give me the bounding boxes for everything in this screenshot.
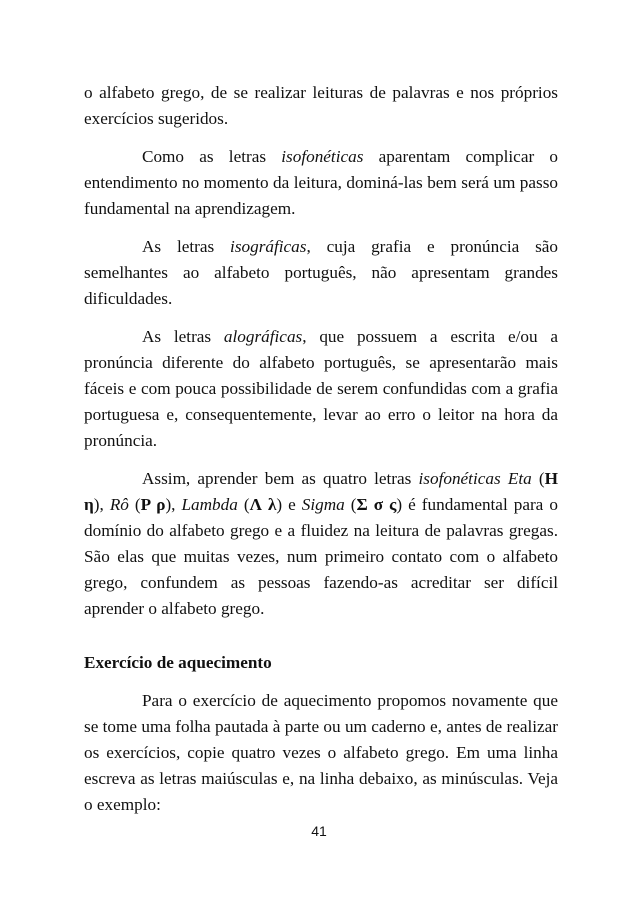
text-run: ) e bbox=[276, 495, 302, 514]
text-run: , cuja grafia e pronúncia são semelhantes ao alfabeto português, não apresentam grandes dificuldades. bbox=[84, 237, 558, 308]
text-run: ( bbox=[344, 495, 357, 514]
page-number: 41 bbox=[311, 823, 327, 839]
text-run: ), bbox=[165, 495, 182, 514]
text-run: ( bbox=[128, 495, 141, 514]
paragraph-exercicio bbox=[84, 688, 558, 818]
text-run: , que possuem a escrita e/ou a pronúncia diferente do alfabeto português, se apresentarão mais fáceis e com pouca possibilidade de serem confundidas com a grafia portuguesa e, consequentemente, levar ao erro o leitor na hora da pronúncia. bbox=[84, 327, 558, 450]
text-run: ) é fundamental para o domínio do alfabeto grego e a fluidez na leitura de palavras gregas. São elas que muitas vezes, num primeiro contato com o alfabeto grego, confundem as pessoas fazendo-as acreditar ser difícil aprender o alfabeto grego. bbox=[84, 495, 558, 618]
paragraph-text: o alfabeto grego, de se realizar leituras de palavras e nos próprios exercícios sugeridos. bbox=[84, 83, 558, 128]
text-run: ( bbox=[531, 469, 545, 488]
greek-letters-eta: Η η bbox=[84, 469, 558, 514]
greek-letters-rho: Ρ ρ bbox=[140, 495, 166, 514]
italic-term: Lambda bbox=[181, 495, 238, 514]
italic-term: isográficas bbox=[230, 237, 307, 256]
paragraph-continuation bbox=[84, 80, 558, 132]
greek-letters-lambda: Λ λ bbox=[249, 495, 277, 514]
paragraph-isograficas bbox=[84, 234, 558, 312]
italic-term: alográficas bbox=[223, 327, 303, 346]
greek-letters-sigma: Σ σ ς bbox=[356, 495, 397, 514]
paragraph-isofoneticas bbox=[84, 144, 558, 222]
paragraph-text: Para o exercício de aquecimento propomos novamente que se tome uma folha pautada à parte ou um caderno e, antes de realizar os exercícios, copie quatro vezes o alfabeto grego. Em uma linha escreva as letras maiúsculas e, na linha debaixo, as minúsculas. Veja o exemplo: bbox=[84, 691, 558, 814]
section-heading: Exercício de aquecimento bbox=[84, 653, 272, 672]
paragraph-quatro-letras bbox=[84, 466, 558, 622]
italic-term: Rô bbox=[109, 495, 129, 514]
text-run: As letras bbox=[142, 237, 231, 256]
text-run: aparentam complicar o entendimento no momento da leitura, dominá-las bem será um passo fundamental na aprendizagem. bbox=[84, 147, 558, 218]
page-body bbox=[84, 80, 558, 818]
text-run: Assim, aprender bem as quatro letras bbox=[142, 469, 419, 488]
italic-term: isofonéticas Eta bbox=[418, 469, 532, 488]
paragraph-alograficas bbox=[84, 324, 558, 454]
text-run: Como as letras bbox=[142, 147, 282, 166]
text-run: ( bbox=[237, 495, 250, 514]
italic-term: isofonéticas bbox=[281, 147, 364, 166]
text-run: As letras bbox=[142, 327, 224, 346]
text-run: ), bbox=[93, 495, 110, 514]
italic-term: Sigma bbox=[301, 495, 345, 514]
